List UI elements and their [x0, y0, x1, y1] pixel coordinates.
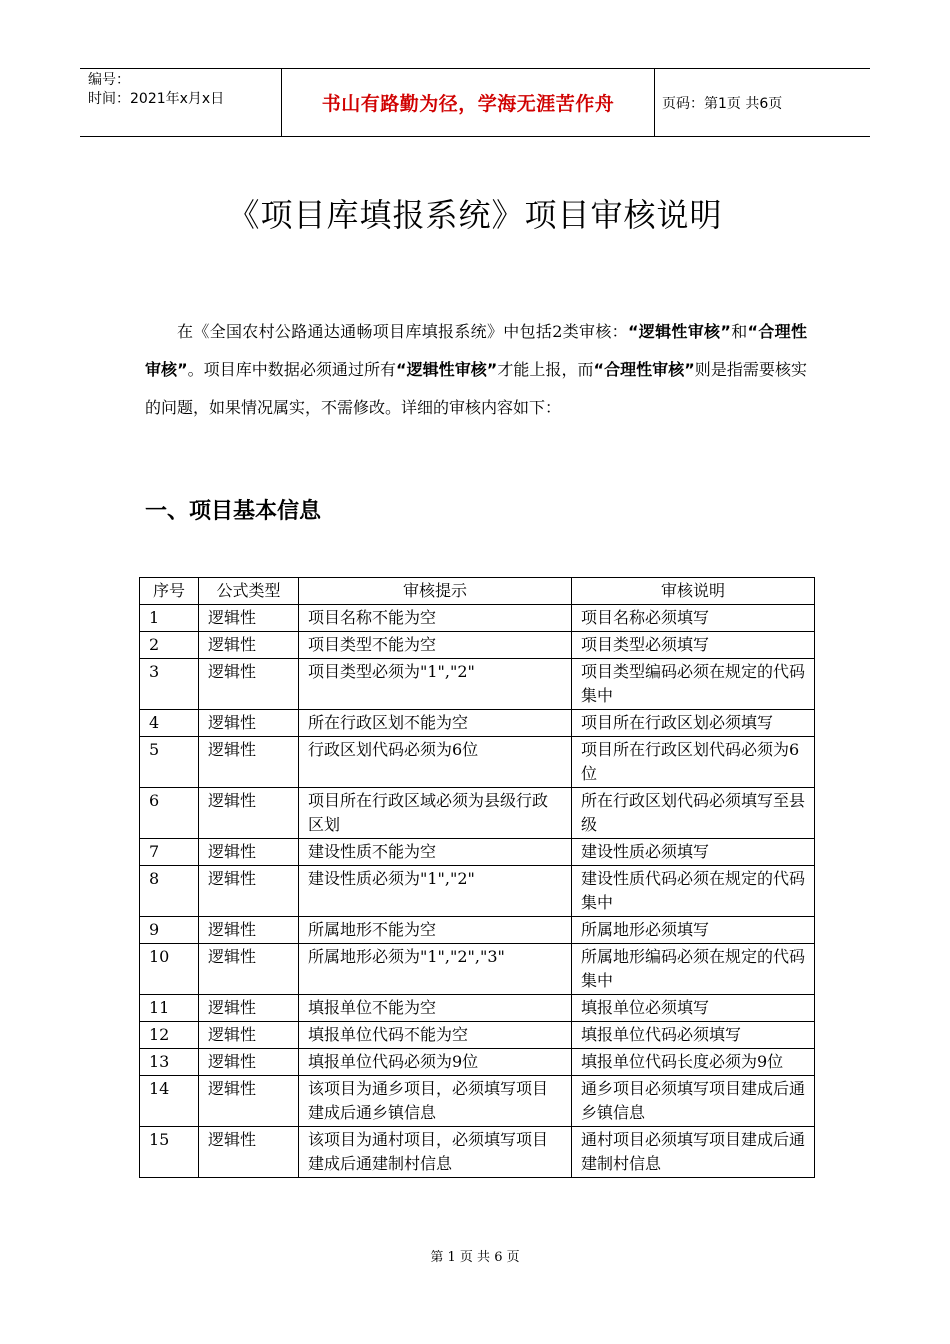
cell-desc: 建设性质代码必须在规定的代码集中	[572, 866, 815, 917]
cell-type: 逻辑性	[199, 659, 299, 710]
cell-type: 逻辑性	[199, 710, 299, 737]
table-row	[140, 866, 815, 917]
cell-hint: 项目所在行政区域必须为县级行政区划	[299, 788, 572, 839]
cell-desc: 建设性质必须填写	[572, 839, 815, 866]
cell-type: 逻辑性	[199, 839, 299, 866]
cell-no: 6	[140, 788, 199, 839]
header-meta	[88, 71, 283, 109]
cell-type: 逻辑性	[199, 1076, 299, 1127]
cell-hint: 所在行政区划不能为空	[299, 710, 572, 737]
cell-desc: 所在行政区划代码必须填写至县级	[572, 788, 815, 839]
cell-no: 15	[140, 1127, 199, 1178]
cell-hint: 建设性质不能为空	[299, 839, 572, 866]
cell-type: 逻辑性	[199, 1049, 299, 1076]
cell-no: 11	[140, 995, 199, 1022]
intro-text: 则是指需要核实的问题，如果情况属实，不需修改。详细的审核内容如下：	[145, 360, 807, 417]
intro-emphasis: “逻辑性审核”	[396, 360, 498, 379]
cell-desc: 项目名称必须填写	[572, 605, 815, 632]
cell-type: 逻辑性	[199, 605, 299, 632]
cell-hint: 建设性质必须为"1","2"	[299, 866, 572, 917]
cell-type: 逻辑性	[199, 1022, 299, 1049]
table-row	[140, 917, 815, 944]
section-heading: 一、项目基本信息	[145, 499, 322, 524]
cell-no: 5	[140, 737, 199, 788]
table-row	[140, 839, 815, 866]
table-row	[140, 1076, 815, 1127]
cell-type: 逻辑性	[199, 737, 299, 788]
cell-hint: 填报单位不能为空	[299, 995, 572, 1022]
cell-hint: 项目类型不能为空	[299, 632, 572, 659]
cell-no: 10	[140, 944, 199, 995]
table-row	[140, 995, 815, 1022]
cell-type: 逻辑性	[199, 917, 299, 944]
table-row	[140, 944, 815, 995]
cell-desc: 项目所在行政区划代码必须为6位	[572, 737, 815, 788]
table-row	[140, 1127, 815, 1178]
page-footer: 第 1 页 共 6 页	[430, 1250, 520, 1265]
cell-hint: 项目名称不能为空	[299, 605, 572, 632]
table-row	[140, 659, 815, 710]
column-header-hint: 审核提示	[299, 578, 572, 605]
table-row	[140, 632, 815, 659]
intro-paragraph	[145, 313, 807, 427]
intro-emphasis: “合理性审核”	[145, 322, 807, 379]
cell-type: 逻辑性	[199, 1127, 299, 1178]
cell-hint: 填报单位代码必须为9位	[299, 1049, 572, 1076]
intro-emphasis: “合理性审核”	[593, 360, 695, 379]
intro-text: 。项目库中数据必须通过所有	[187, 360, 397, 379]
intro-text: 才能上报，而	[497, 360, 594, 379]
cell-hint: 行政区划代码必须为6位	[299, 737, 572, 788]
cell-type: 逻辑性	[199, 632, 299, 659]
cell-hint: 该项目为通村项目，必须填写项目建成后通建制村信息	[299, 1127, 572, 1178]
intro-text: 在《全国农村公路通达通畅项目库填报系统》中包括2类审核：	[177, 322, 628, 341]
column-header-desc: 审核说明	[572, 578, 815, 605]
cell-hint: 所属地形不能为空	[299, 917, 572, 944]
table-row	[140, 788, 815, 839]
document-title: 《项目库填报系统》项目审核说明	[227, 196, 723, 234]
header-page-info: 页码：第1页 共6页	[662, 95, 783, 112]
cell-no: 14	[140, 1076, 199, 1127]
header-motto: 书山有路勤为径，学海无涯苦作舟	[321, 93, 615, 115]
table-row	[140, 737, 815, 788]
cell-desc: 填报单位必须填写	[572, 995, 815, 1022]
cell-type: 逻辑性	[199, 995, 299, 1022]
intro-text: 和	[730, 322, 748, 341]
cell-type: 逻辑性	[199, 866, 299, 917]
column-header-type: 公式类型	[199, 578, 299, 605]
cell-no: 3	[140, 659, 199, 710]
cell-desc: 通乡项目必须填写项目建成后通乡镇信息	[572, 1076, 815, 1127]
cell-no: 13	[140, 1049, 199, 1076]
cell-desc: 填报单位代码长度必须为9位	[572, 1049, 815, 1076]
cell-desc: 填报单位代码必须填写	[572, 1022, 815, 1049]
document-time-label: 时间：2021年x月x日	[88, 91, 225, 107]
column-header-no: 序号	[140, 578, 199, 605]
cell-type: 逻辑性	[199, 788, 299, 839]
cell-desc: 所属地形必须填写	[572, 917, 815, 944]
cell-no: 4	[140, 710, 199, 737]
cell-no: 9	[140, 917, 199, 944]
header-divider	[654, 69, 655, 136]
cell-hint: 填报单位代码不能为空	[299, 1022, 572, 1049]
cell-no: 1	[140, 605, 199, 632]
table-body	[140, 605, 815, 1178]
table-header-row	[140, 578, 815, 605]
cell-type: 逻辑性	[199, 944, 299, 995]
cell-desc: 项目所在行政区划必须填写	[572, 710, 815, 737]
cell-no: 12	[140, 1022, 199, 1049]
cell-hint: 项目类型必须为"1","2"	[299, 659, 572, 710]
table-row	[140, 1022, 815, 1049]
cell-desc: 项目类型必须填写	[572, 632, 815, 659]
table-row	[140, 1049, 815, 1076]
cell-no: 8	[140, 866, 199, 917]
cell-desc: 通村项目必须填写项目建成后通建制村信息	[572, 1127, 815, 1178]
page-header	[80, 68, 870, 137]
cell-hint: 该项目为通乡项目，必须填写项目建成后通乡镇信息	[299, 1076, 572, 1127]
cell-desc: 项目类型编码必须在规定的代码集中	[572, 659, 815, 710]
audit-table	[139, 577, 815, 1178]
cell-no: 2	[140, 632, 199, 659]
document-number-label: 编号：	[88, 72, 130, 88]
table-row	[140, 605, 815, 632]
cell-no: 7	[140, 839, 199, 866]
intro-emphasis: “逻辑性审核”	[627, 322, 731, 341]
table-row	[140, 710, 815, 737]
cell-desc: 所属地形编码必须在规定的代码集中	[572, 944, 815, 995]
cell-hint: 所属地形必须为"1","2","3"	[299, 944, 572, 995]
